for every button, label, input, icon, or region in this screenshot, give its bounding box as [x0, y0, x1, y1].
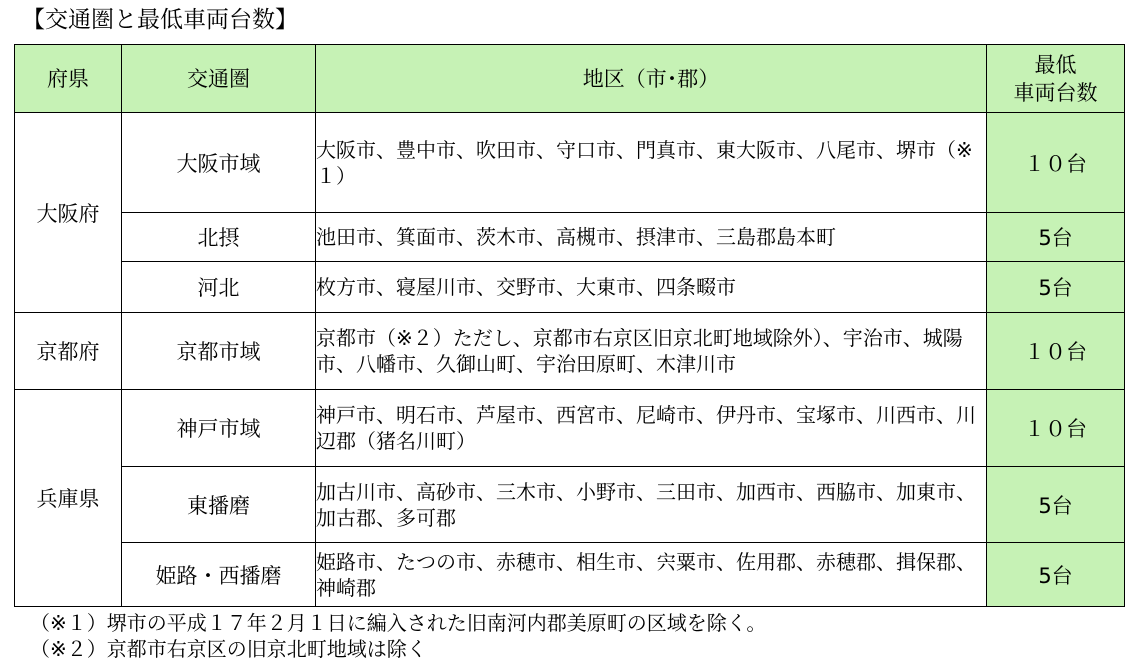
count-cell: 5台 [987, 213, 1125, 262]
header-min-vehicles-line1: 最低 [1034, 52, 1077, 77]
footnote-2: （※２）京都市右京区の旧京北町地域は除く [30, 637, 427, 661]
zone-cell: 東播磨 [122, 467, 316, 543]
table-row [15, 313, 1125, 390]
count-cell: 5台 [987, 262, 1125, 313]
header-min-vehicles [987, 45, 1125, 113]
area-cell: 京都市（※２）ただし、京都市右京区旧京北町地域除外）、宇治市、城陽市、八幡市、久御山町、宇治田原町、木津川市 [316, 313, 987, 390]
table-row [15, 262, 1125, 313]
count-cell: 5台 [987, 467, 1125, 543]
header-min-vehicles-line2: 車両台数 [1013, 80, 1098, 105]
zone-cell: 北摂 [122, 213, 316, 262]
header-row [15, 45, 1125, 113]
area-cell: 枚方市、寝屋川市、交野市、大東市、四条畷市 [316, 262, 987, 313]
prefecture-cell: 京都府 [15, 313, 122, 390]
footnotes [30, 610, 766, 662]
area-cell: 池田市、箕面市、茨木市、高槻市、摂津市、三島郡島本町 [316, 213, 987, 262]
table-row [15, 543, 1125, 607]
prefecture-cell: 大阪府 [15, 113, 122, 313]
zone-cell: 京都市域 [122, 313, 316, 390]
zone-cell: 神戸市域 [122, 390, 316, 467]
area-cell: 神戸市、明石市、芦屋市、西宮市、尼崎市、伊丹市、宝塚市、川西市、川辺郡（猪名川町） [316, 390, 987, 467]
table-row [15, 213, 1125, 262]
footnote-1: （※１）堺市の平成１７年２月１日に編入された旧南河内郡美原町の区域を除く。 [30, 611, 767, 635]
header-prefecture: 府県 [15, 45, 122, 113]
area-cell: 加古川市、高砂市、三木市、小野市、三田市、加西市、西脇市、加東市、加古郡、多可郡 [316, 467, 987, 543]
area-cell: 大阪市、豊中市、吹田市、守口市、門真市、東大阪市、八尾市、堺市（※１） [316, 113, 987, 213]
vehicle-requirements-table [14, 44, 1125, 607]
table-title: 【交通圏と最低車両台数】 [22, 7, 298, 33]
zone-cell: 姫路・西播磨 [122, 543, 316, 607]
count-cell: １０台 [987, 313, 1125, 390]
header-zone: 交通圏 [122, 45, 316, 113]
header-area: 地区（市･郡） [316, 45, 987, 113]
count-cell: １０台 [987, 113, 1125, 213]
zone-cell: 河北 [122, 262, 316, 313]
table-row [15, 467, 1125, 543]
count-cell: 5台 [987, 543, 1125, 607]
zone-cell: 大阪市域 [122, 113, 316, 213]
prefecture-cell: 兵庫県 [15, 390, 122, 607]
table-row [15, 390, 1125, 467]
table-row [15, 113, 1125, 213]
area-cell: 姫路市、たつの市、赤穂市、相生市、宍粟市、佐用郡、赤穂郡、揖保郡、神崎郡 [316, 543, 987, 607]
count-cell: １０台 [987, 390, 1125, 467]
